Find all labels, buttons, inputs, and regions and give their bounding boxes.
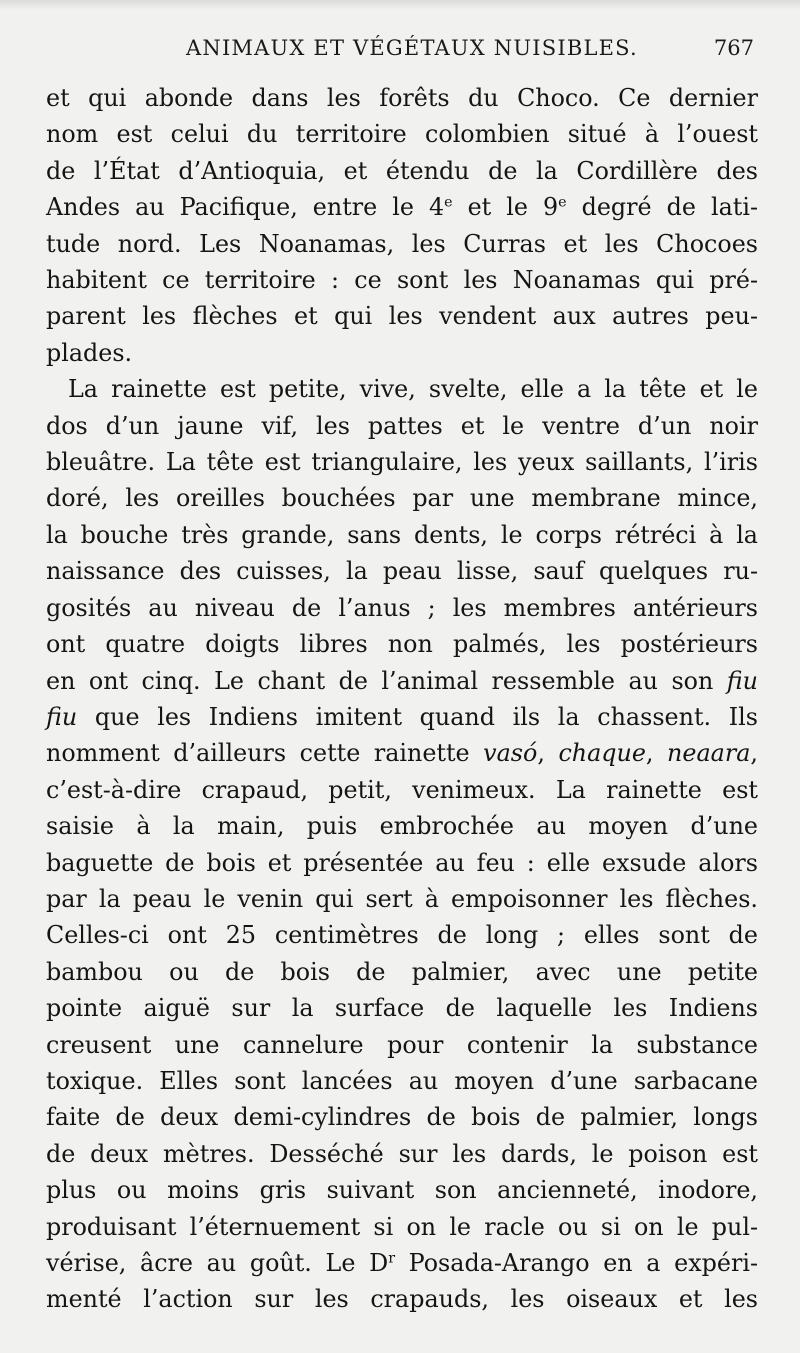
text-line bbox=[46, 1281, 758, 1317]
superscript: r bbox=[388, 1250, 396, 1267]
text-segment: de deux mètres. Desséché sur les dards, le poison est bbox=[46, 1139, 758, 1168]
text-segment: en ont cinq. Le chant de l’animal ressemble au son bbox=[46, 666, 727, 695]
superscript: e bbox=[558, 194, 567, 211]
text-line bbox=[46, 626, 758, 662]
text-line bbox=[46, 1245, 758, 1281]
text-segment: la bouche très grande, sans dents, le corps rétréci à la bbox=[46, 520, 758, 549]
text-segment: La rainette est petite, vive, svelte, elle a la tête et le bbox=[68, 375, 758, 404]
text-segment: habitent ce territoire : ce sont les Noanamas qui pré- bbox=[46, 266, 758, 295]
text-line bbox=[46, 444, 758, 480]
text-line bbox=[46, 371, 758, 407]
text-line bbox=[46, 590, 758, 626]
text-line bbox=[46, 1172, 758, 1208]
text-segment: produisant l’éternuement si on le racle ou si on le pul- bbox=[46, 1212, 758, 1241]
text-line bbox=[46, 845, 758, 881]
text-segment: Celles-ci ont 25 centimètres de long ; elles sont de bbox=[46, 921, 758, 950]
text-line bbox=[46, 335, 758, 371]
text-line bbox=[46, 408, 758, 444]
text-line bbox=[46, 80, 758, 116]
text-segment: saisie à la main, puis embrochée au moyen d’une bbox=[46, 812, 758, 841]
text-segment: , bbox=[750, 739, 758, 768]
text-segment: doré, les oreilles bouchées par une membrane mince, bbox=[46, 484, 758, 513]
text-segment: nom est celui du territoire colombien situé à l’ouest bbox=[46, 120, 758, 149]
text-segment: c’est-à-dire crapaud, petit, venimeux. La rainette est bbox=[46, 775, 758, 804]
running-header bbox=[46, 36, 758, 76]
text-line bbox=[46, 1027, 758, 1063]
text-segment: faite de deux demi-cylindres de bois de palmier, longs bbox=[46, 1103, 758, 1132]
text-segment: parent les flèches et qui les vendent aux autres peu- bbox=[46, 302, 758, 331]
text-line bbox=[46, 881, 758, 917]
text-segment: Posada-Arango en a expéri- bbox=[395, 1249, 758, 1277]
text-segment: dos d’un jaune vif, les pattes et le ventre d’un noir bbox=[46, 411, 758, 440]
italic-term: fiu bbox=[46, 702, 78, 731]
text-segment: ont quatre doigts libres non palmés, les postérieurs bbox=[46, 630, 758, 659]
text-line bbox=[46, 1099, 758, 1135]
text-segment: et le 9 bbox=[452, 193, 559, 222]
text-segment: gosités au niveau de l’anus ; les membres antérieurs bbox=[46, 593, 758, 622]
body-text bbox=[46, 80, 758, 1318]
page-number: 767 bbox=[713, 36, 754, 60]
text-line bbox=[46, 990, 758, 1026]
text-segment: bleuâtre. La tête est triangulaire, les yeux saillants, l’iris bbox=[46, 448, 758, 477]
italic-term: chaque bbox=[558, 739, 646, 768]
text-line bbox=[46, 226, 758, 262]
italic-term: vasó bbox=[483, 739, 538, 768]
text-line bbox=[46, 772, 758, 808]
text-segment: baguette de bois et présentée au feu : elle exsude alors bbox=[46, 848, 758, 877]
text-line bbox=[46, 735, 758, 771]
italic-term: fiu bbox=[726, 666, 758, 695]
text-line bbox=[46, 298, 758, 334]
text-segment: par la peau le venin qui sert à empoisonner les flèches. bbox=[46, 884, 758, 913]
italic-term: neaara bbox=[667, 739, 751, 768]
text-segment: que les Indiens imitent quand ils la chassent. Ils bbox=[77, 702, 758, 731]
text-line bbox=[46, 262, 758, 298]
text-segment: pointe aiguë sur la surface de laquelle les Indiens bbox=[46, 994, 758, 1023]
text-segment: de l’État d’Antioquia, et étendu de la Cordillère des bbox=[46, 156, 758, 185]
text-line bbox=[46, 480, 758, 516]
text-line bbox=[46, 553, 758, 589]
text-line bbox=[46, 153, 758, 189]
text-segment: naissance des cuisses, la peau lisse, sauf quelques ru- bbox=[46, 557, 758, 586]
running-title: ANIMAUX ET VÉGÉTAUX NUISIBLES. bbox=[186, 36, 638, 60]
text-segment: bambou ou de bois de palmier, avec une petite bbox=[46, 957, 758, 986]
text-line bbox=[46, 917, 758, 953]
text-line bbox=[46, 1063, 758, 1099]
text-segment: menté l’action sur les crapauds, les oiseaux et les bbox=[46, 1285, 758, 1314]
text-line bbox=[46, 663, 758, 699]
text-segment: vérise, âcre au goût. Le D bbox=[46, 1249, 389, 1277]
text-segment: nomment d’ailleurs cette rainette bbox=[46, 739, 484, 768]
text-segment: plus ou moins gris suivant son ancienneté, inodore, bbox=[46, 1176, 758, 1205]
superscript: e bbox=[444, 194, 453, 211]
text-segment: et qui abonde dans les forêts du Choco. Ce dernier bbox=[46, 84, 758, 112]
text-segment: degré de lati- bbox=[566, 193, 758, 222]
text-segment: , bbox=[537, 739, 559, 768]
text-segment: , bbox=[645, 739, 668, 768]
page-edge-shadow bbox=[0, 0, 800, 10]
text-line bbox=[46, 517, 758, 553]
text-segment: toxique. Elles sont lancées au moyen d’une sarbacane bbox=[46, 1066, 758, 1095]
text-segment: Andes au Pacifique, entre le 4 bbox=[46, 193, 445, 222]
text-line bbox=[46, 808, 758, 844]
text-line bbox=[46, 189, 758, 225]
text-segment: creusent une cannelure pour contenir la substance bbox=[46, 1030, 758, 1059]
text-line bbox=[46, 116, 758, 152]
text-segment: plades. bbox=[46, 338, 133, 367]
text-segment: tude nord. Les Noanamas, les Curras et les Chocoes bbox=[46, 229, 758, 258]
text-line bbox=[46, 954, 758, 990]
text-line bbox=[46, 1136, 758, 1172]
text-line bbox=[46, 699, 758, 735]
text-line bbox=[46, 1209, 758, 1245]
